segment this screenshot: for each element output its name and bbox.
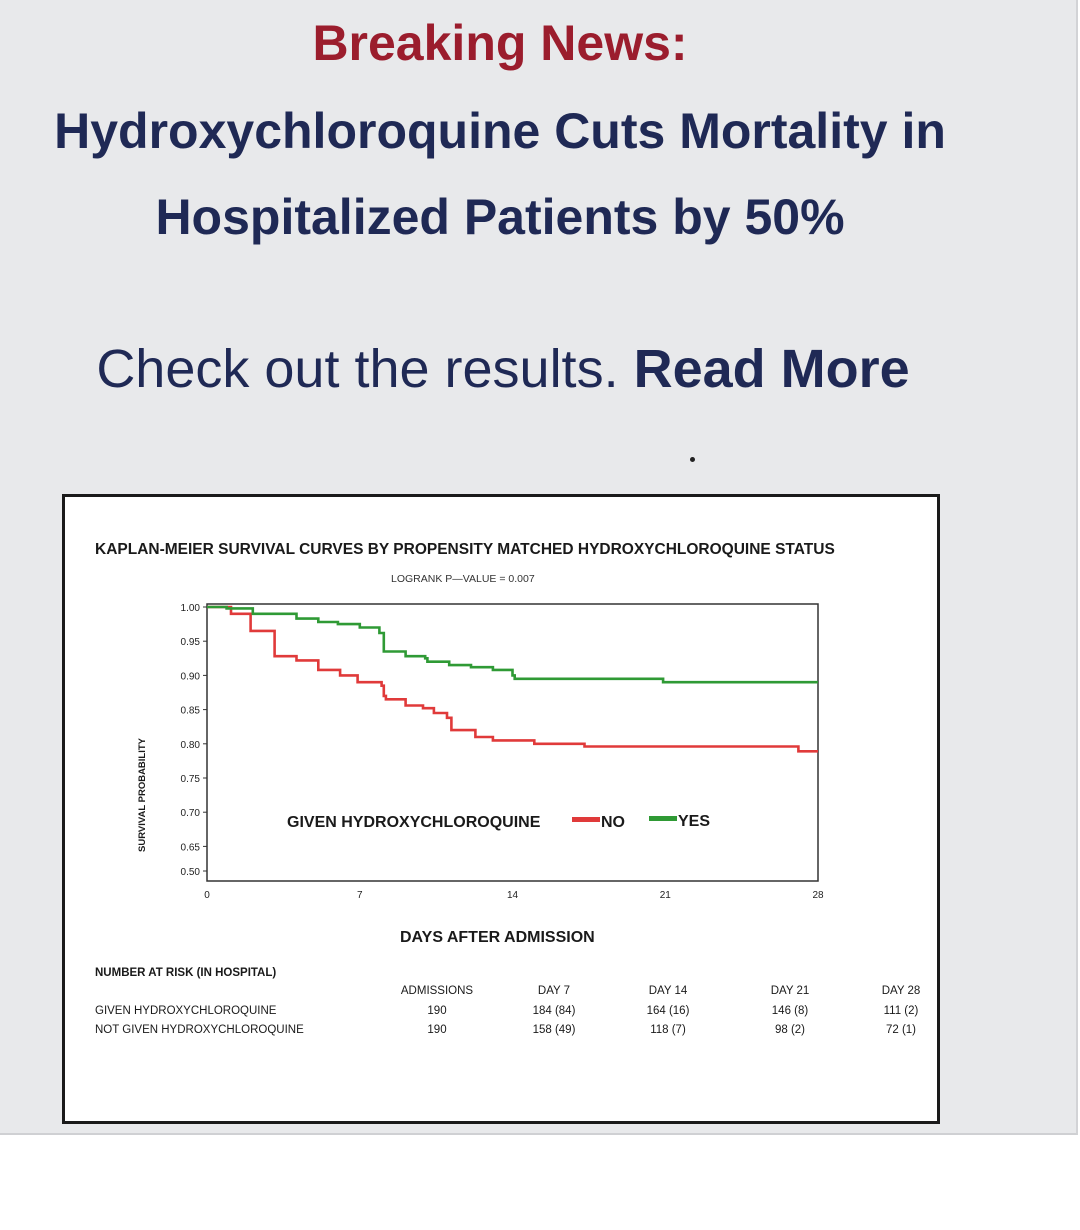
risk-cell: 111 (2) xyxy=(883,1005,919,1017)
x-axis-label: DAYS AFTER ADMISSION xyxy=(400,929,595,946)
risk-row-label-given: GIVEN HYDROXYCHLOROQUINE xyxy=(95,1005,277,1017)
x-tick-label: 21 xyxy=(659,890,671,901)
risk-column-header: DAY 7 xyxy=(537,985,571,997)
headline-line-2: Hospitalized Patients by 50% xyxy=(155,189,845,245)
risk-table xyxy=(95,967,920,1036)
risk-cell: 72 (1) xyxy=(885,1024,917,1036)
legend-label-yes: YES xyxy=(678,813,711,830)
plot-frame xyxy=(207,604,818,881)
risk-cell: 158 (49) xyxy=(532,1024,576,1036)
risk-column-header: DAY 14 xyxy=(648,985,688,997)
risk-table-title: NUMBER AT RISK (IN HOSPITAL) xyxy=(95,967,277,979)
legend-title: GIVEN HYDROXYCHLOROQUINE xyxy=(287,814,541,831)
risk-cell: 118 (7) xyxy=(650,1024,686,1036)
y-tick-label: 0.75 xyxy=(180,774,200,785)
kaplan-meier-chart xyxy=(62,494,940,1124)
y-tick-label: 0.65 xyxy=(180,842,200,854)
risk-cell: 164 (16) xyxy=(646,1005,690,1017)
risk-cell: 184 (84) xyxy=(532,1005,576,1017)
risk-cell: 146 (8) xyxy=(771,1005,809,1017)
cta-line xyxy=(0,338,1006,400)
risk-column-header: DAY 28 xyxy=(881,985,921,997)
chart-svg xyxy=(65,497,937,1121)
risk-row-label-not-given: NOT GIVEN HYDROXYCHLOROQUINE xyxy=(95,1024,304,1036)
x-axis xyxy=(204,890,824,901)
risk-column-header: DAY 21 xyxy=(770,985,810,997)
stray-dot xyxy=(690,457,695,462)
breaking-news-kicker: Breaking News: xyxy=(312,15,688,71)
y-tick-label: 0.95 xyxy=(180,637,200,649)
y-tick-label: 0.50 xyxy=(180,867,200,878)
legend-label-no: NO xyxy=(601,814,625,831)
x-tick-label: 0 xyxy=(204,890,210,901)
y-axis xyxy=(181,603,207,878)
risk-cell: 190 xyxy=(427,1005,447,1017)
y-tick-label: 1.00 xyxy=(180,603,200,614)
y-tick-label: 0.80 xyxy=(180,739,200,751)
risk-cell: 98 (2) xyxy=(774,1024,806,1036)
survival-curve-no xyxy=(207,607,818,751)
y-tick-label: 0.85 xyxy=(180,705,200,717)
x-tick-label: 7 xyxy=(356,890,363,901)
cta-text: Check out the results. xyxy=(96,339,619,399)
x-tick-label: 14 xyxy=(506,890,519,901)
risk-cell: 190 xyxy=(427,1024,447,1036)
chart-subtitle: LOGRANK P—VALUE = 0.007 xyxy=(391,573,535,585)
read-more-link[interactable]: Read More xyxy=(633,339,910,399)
chart-title: KAPLAN-MEIER SURVIVAL CURVES BY PROPENSITY MATCHED HYDROXYCHLOROQUINE STATUS xyxy=(95,541,835,558)
survival-curves xyxy=(207,607,818,751)
y-axis-label: SURVIVAL PROBABILITY xyxy=(137,737,148,852)
legend-swatch-yes xyxy=(649,816,677,821)
risk-column-header: ADMISSIONS xyxy=(400,985,474,997)
survival-curve-yes xyxy=(207,607,818,682)
headline-line-1: Hydroxychloroquine Cuts Mortality in xyxy=(54,103,946,159)
y-tick-label: 0.90 xyxy=(180,671,200,683)
x-tick-label: 28 xyxy=(812,890,824,901)
legend xyxy=(287,813,710,831)
y-tick-label: 0.70 xyxy=(180,808,200,820)
legend-swatch-no xyxy=(572,817,600,822)
